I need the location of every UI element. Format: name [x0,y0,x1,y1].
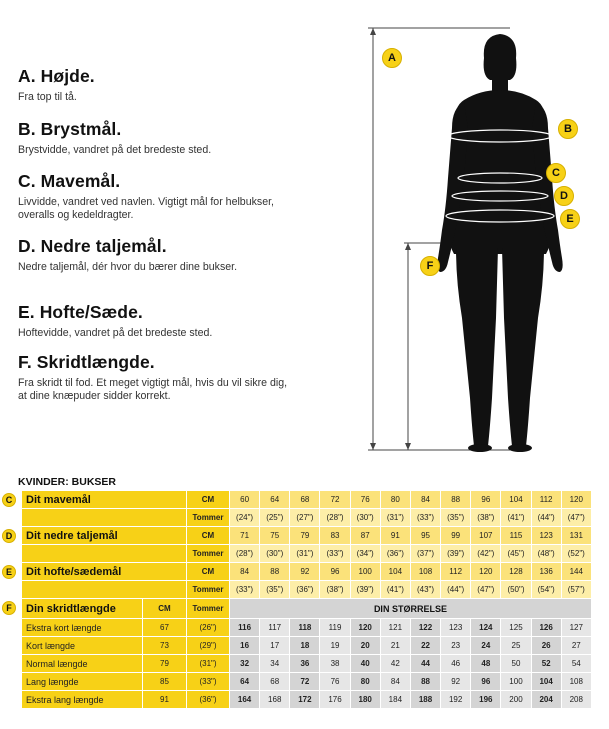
size-value: 176 [320,691,350,709]
inseam-cm: 73 [143,637,187,655]
inseam-tommer: (33") [187,673,230,691]
tommer-value: (31") [290,545,320,563]
definition-text: Nedre taljemål, dér hvor du bærer dine bukser. [18,261,238,273]
size-value: 124 [471,619,501,637]
cm-value: 79 [290,527,320,545]
row-marker: E [2,565,16,579]
size-value: 40 [351,655,381,673]
size-value: 44 [411,655,441,673]
size-value: 125 [501,619,531,637]
size-value: 36 [290,655,320,673]
size-value: 48 [471,655,501,673]
cm-value: 107 [471,527,501,545]
cm-value: 115 [501,527,531,545]
definition-title: D. Nedre taljemål. [18,236,167,256]
tommer-value: (41") [381,581,411,599]
cm-value: 71 [230,527,260,545]
marker-b: B [558,119,578,139]
inseam-cm: 85 [143,673,187,691]
size-value: 72 [290,673,320,691]
tommer-value: (35") [260,581,290,599]
unit-label: CM [187,527,230,545]
unit-label: Tommer [187,581,230,599]
cm-value: 68 [290,491,320,509]
inseam-label: Kort længde [22,637,143,655]
size-value: 46 [441,655,471,673]
definition-text: Brystvidde, vandret på det bredeste sted. [18,144,212,156]
inseam-tommer: (36") [187,691,230,709]
size-value: 117 [260,619,290,637]
size-value: 180 [351,691,381,709]
row-label: Dit hofte/sædemål [22,563,187,581]
size-value: 84 [381,673,411,691]
size-value: 164 [230,691,260,709]
size-value: 23 [441,637,471,655]
table-row [22,581,592,599]
row-label-spacer [22,509,187,527]
size-value: 200 [501,691,531,709]
tommer-value: (30") [260,545,290,563]
tommer-value: (33") [230,581,260,599]
cm-value: 108 [411,563,441,581]
size-value: 68 [260,673,290,691]
size-value: 126 [532,619,562,637]
tommer-value: (43") [411,581,441,599]
cm-value: 104 [501,491,531,509]
cm-value: 83 [320,527,350,545]
cm-value: 88 [441,491,471,509]
size-value: 64 [230,673,260,691]
cm-value: 144 [562,563,592,581]
body-figure [360,18,590,458]
cm-value: 64 [260,491,290,509]
inseam-tommer: (31") [187,655,230,673]
size-value: 119 [320,619,350,637]
unit-label: CM [187,563,230,581]
cm-value: 99 [441,527,471,545]
cm-value: 120 [471,563,501,581]
size-value: 17 [260,637,290,655]
definition-title: C. Mavemål. [18,171,121,191]
size-value: 100 [501,673,531,691]
size-value: 208 [562,691,592,709]
size-value: 16 [230,637,260,655]
tommer-value: (25") [260,509,290,527]
tommer-value: (39") [441,545,471,563]
size-value: 122 [411,619,441,637]
tommer-value: (28") [320,509,350,527]
table-row [22,545,592,563]
size-value: 88 [411,673,441,691]
cm-value: 60 [230,491,260,509]
inseam-cm-header: CM [143,599,187,619]
size-value: 24 [471,637,501,655]
tommer-value: (47") [562,509,592,527]
size-value: 168 [260,691,290,709]
definition-e [18,302,212,340]
row-label-spacer [22,581,187,599]
cm-value: 136 [532,563,562,581]
table-row [22,563,592,581]
tommer-value: (41") [501,509,531,527]
marker-c: C [546,163,566,183]
cm-value: 96 [471,491,501,509]
size-value: 20 [351,637,381,655]
tommer-value: (39") [351,581,381,599]
definition-text: Hoftevidde, vandret på det bredeste sted. [18,327,213,339]
size-value: 76 [320,673,350,691]
size-value: 92 [441,673,471,691]
size-value: 96 [471,673,501,691]
size-value: 34 [260,655,290,673]
definition-title: F. Skridtlængde. [18,352,155,372]
female-silhouette [360,18,590,458]
table-row [22,655,592,673]
size-value: 104 [532,673,562,691]
tommer-value: (44") [441,581,471,599]
definition-title: A. Højde. [18,66,95,86]
inseam-header-label: Din skridtlængde [22,599,143,619]
size-value: 123 [441,619,471,637]
size-value: 21 [381,637,411,655]
cm-value: 120 [562,491,592,509]
tommer-value: (36") [290,581,320,599]
table-row [22,599,592,619]
marker-d: D [554,186,574,206]
inseam-cm: 91 [143,691,187,709]
tommer-value: (33") [411,509,441,527]
size-value: 196 [471,691,501,709]
tommer-value: (37") [411,545,441,563]
marker-a: A [382,48,402,68]
cm-value: 96 [320,563,350,581]
size-value: 22 [411,637,441,655]
unit-label: CM [187,491,230,509]
tommer-value: (45") [501,545,531,563]
tommer-value: (52") [562,545,592,563]
unit-label: Tommer [187,545,230,563]
cm-value: 112 [532,491,562,509]
inseam-label: Normal længde [22,655,143,673]
tommer-value: (50") [501,581,531,599]
cm-value: 88 [260,563,290,581]
tommer-value: (28") [230,545,260,563]
size-value: 121 [381,619,411,637]
cm-value: 100 [351,563,381,581]
size-value: 172 [290,691,320,709]
size-value: 32 [230,655,260,673]
definition-f [18,352,288,403]
cm-value: 87 [351,527,381,545]
measure-block [5,527,592,563]
row-marker: F [2,601,16,615]
measure-block [5,563,592,599]
cm-value: 84 [411,491,441,509]
tommer-value: (48") [532,545,562,563]
cm-value: 128 [501,563,531,581]
tommer-value: (30") [351,509,381,527]
inseam-block [6,599,592,709]
size-value: 204 [532,691,562,709]
table-row [22,619,592,637]
cm-value: 92 [290,563,320,581]
tommer-value: (27") [290,509,320,527]
table-row [22,691,592,709]
inseam-label: Lang længde [22,673,143,691]
measure-block [5,491,592,527]
size-value: 80 [351,673,381,691]
table-row [22,527,592,545]
row-label: Dit nedre taljemål [22,527,187,545]
size-value: 54 [562,655,592,673]
unit-label: Tommer [187,509,230,527]
definition-text: Fra top til tå. [18,91,77,103]
size-value: 108 [562,673,592,691]
definition-c [18,171,288,222]
tommer-value: (47") [471,581,501,599]
tommer-value: (31") [381,509,411,527]
table-title: KVINDER: BUKSER [18,476,117,488]
tommer-value: (36") [381,545,411,563]
tommer-value: (42") [471,545,501,563]
inseam-tommer: (26") [187,619,230,637]
size-header: DIN STØRRELSE [230,599,592,619]
table-row [22,509,592,527]
definition-d [18,236,237,274]
cm-value: 131 [562,527,592,545]
size-value: 52 [532,655,562,673]
cm-value: 75 [260,527,290,545]
cm-value: 112 [441,563,471,581]
inseam-tommer-header: Tommer [187,599,230,619]
cm-value: 76 [351,491,381,509]
cm-value: 91 [381,527,411,545]
size-value: 192 [441,691,471,709]
tommer-value: (38") [320,581,350,599]
marker-f: F [420,256,440,276]
row-marker: D [2,529,16,543]
size-table [5,491,592,709]
inseam-tommer: (29") [187,637,230,655]
definition-text: Livvidde, vandret ved navlen. Vigtigt mål for helbukser, overalls og kedeldragter. [18,196,274,222]
cm-value: 123 [532,527,562,545]
size-value: 120 [351,619,381,637]
size-value: 26 [532,637,562,655]
definition-a [18,66,95,104]
table-row [22,491,592,509]
cm-value: 84 [230,563,260,581]
size-value: 42 [381,655,411,673]
inseam-label: Ekstra kort længde [22,619,143,637]
tommer-value: (24") [230,509,260,527]
size-value: 184 [381,691,411,709]
cm-value: 72 [320,491,350,509]
size-value: 116 [230,619,260,637]
definition-title: B. Brystmål. [18,119,122,139]
size-value: 127 [562,619,592,637]
tommer-value: (44") [532,509,562,527]
size-value: 38 [320,655,350,673]
cm-value: 95 [411,527,441,545]
definition-title: E. Hofte/Sæde. [18,302,143,322]
table-row [22,637,592,655]
row-label: Dit mavemål [22,491,187,509]
tommer-value: (54") [532,581,562,599]
table-row [22,673,592,691]
cm-value: 80 [381,491,411,509]
row-marker: C [2,493,16,507]
size-value: 25 [501,637,531,655]
row-label-spacer [22,545,187,563]
inseam-label: Ekstra lang længde [22,691,143,709]
definition-b [18,119,211,157]
size-value: 19 [320,637,350,655]
size-value: 118 [290,619,320,637]
tommer-value: (35") [441,509,471,527]
inseam-cm: 67 [143,619,187,637]
size-value: 18 [290,637,320,655]
size-value: 50 [501,655,531,673]
tommer-value: (38") [471,509,501,527]
size-value: 188 [411,691,441,709]
marker-e: E [560,209,580,229]
size-value: 27 [562,637,592,655]
definition-text: Fra skridt til fod. Et meget vigtigt mål, hvis du vil sikre dig, at dine knæpuder sidder korrekt. [18,377,288,403]
cm-value: 104 [381,563,411,581]
tommer-value: (33") [320,545,350,563]
inseam-cm: 79 [143,655,187,673]
tommer-value: (57") [562,581,592,599]
tommer-value: (34") [351,545,381,563]
